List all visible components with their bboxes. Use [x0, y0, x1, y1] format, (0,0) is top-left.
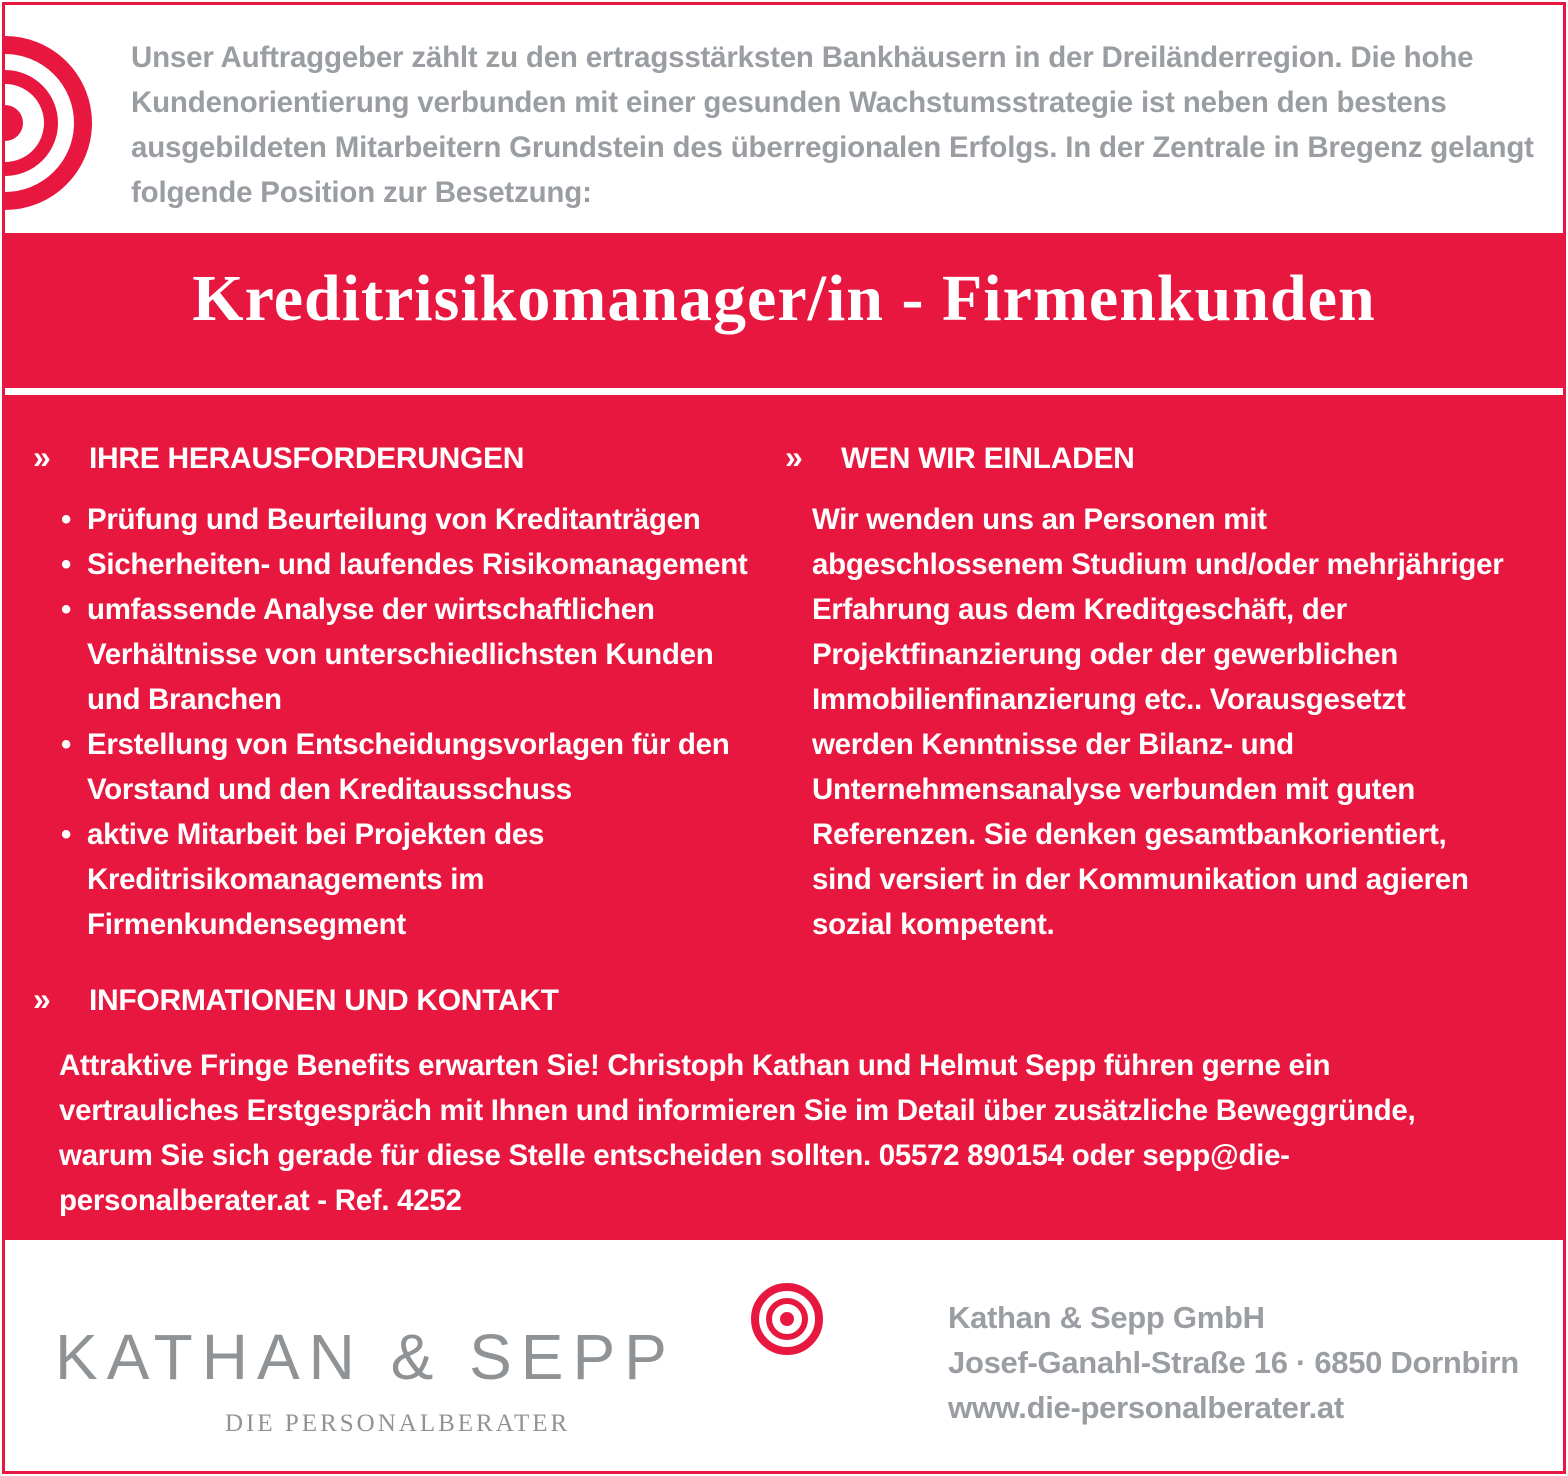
chevron-double-right-icon: »: [33, 439, 51, 475]
street-address: Josef-Ganahl-Straße 16 · 6850 Dornbirn: [948, 1345, 1519, 1380]
list-item: • aktive Mitarbeit bei Projekten des Kreditrisikomanagements im Firmenkundensegment: [59, 812, 759, 947]
list-item: • umfassende Analyse der wirtschaftlichen Verhältnisse von unterschiedlichsten Kunden und Branchen: [59, 587, 759, 722]
target-rings-icon: [2, 33, 96, 213]
invite-text: Wir wenden uns an Personen mit abgeschlossenem Studium und/oder mehrjähriger Erfahrung aus dem Kreditgeschäft, der Projektfinanzierung oder der gewerblichen Immobilienfinanzierung etc.. Vorausgesetzt werden Kenntnisse der Bilanz- und Unternehmensanalyse verbunden mit guten Referenzen. Sie denken gesamtbankorientiert, sind versiert in der Kommunikation und agieren sozial kompetent.: [812, 503, 1504, 941]
website-link[interactable]: www.die-personalberater.at: [948, 1390, 1344, 1425]
company-name: Kathan & Sepp GmbH: [948, 1300, 1265, 1335]
section-title: WEN WIR EINLADEN: [841, 442, 1135, 475]
list-item: • Sicherheiten- und laufendes Risikomanagement: [59, 542, 759, 587]
company-address: [948, 1295, 1519, 1430]
chevron-double-right-icon: »: [785, 439, 803, 475]
section-title: INFORMATIONEN UND KONTAKT: [89, 984, 559, 1017]
section-heading-contact: [33, 979, 559, 1021]
list-item: • Prüfung und Beurteilung von Kreditanträgen: [59, 497, 759, 542]
intro-text: Unser Auftraggeber zählt zu den ertragsstärksten Bankhäusern in der Dreiländerregion. Die hohe Kundenorientierung verbunden mit einer gesunden Wachstumsstrategie ist neben den bestens ausgebildeten Mitarbeitern Grundstein des überregionalen Erfolgs. In der Zentrale in Bregenz gelangt folgende Position zur Besetzung:: [131, 41, 1534, 209]
challenges-list: [59, 497, 759, 947]
list-item: • Erstellung von Entscheidungsvorlagen für den Vorstand und den Kreditausschuss: [59, 722, 759, 812]
chevron-double-right-icon: »: [33, 981, 51, 1017]
section-title: IHRE HERAUSFORDERUNGEN: [89, 442, 525, 475]
target-rings-icon: [749, 1281, 825, 1357]
section-heading-challenges: [33, 437, 524, 479]
job-ad: [2, 2, 1566, 1474]
brand-logo-text: KATHAN & SEPP: [55, 1321, 676, 1393]
section-heading-invite: [785, 437, 1135, 479]
brand-tagline: DIE PERSONALBERATER: [225, 1410, 571, 1437]
contact-text: Attraktive Fringe Benefits erwarten Sie! Christoph Kathan und Helmut Sepp führen gerne ein vertrauliches Erstgespräch mit Ihnen und informieren Sie im Detail über zusätzliche Beweggründe, warum Sie sich gerade für diese Stelle entscheiden sollten. 05572 890154 oder sepp@die-personalberater.at - Ref. 4252: [59, 1049, 1416, 1217]
job-title: Kreditrisikomanager/in - Firmenkunden: [192, 262, 1376, 335]
